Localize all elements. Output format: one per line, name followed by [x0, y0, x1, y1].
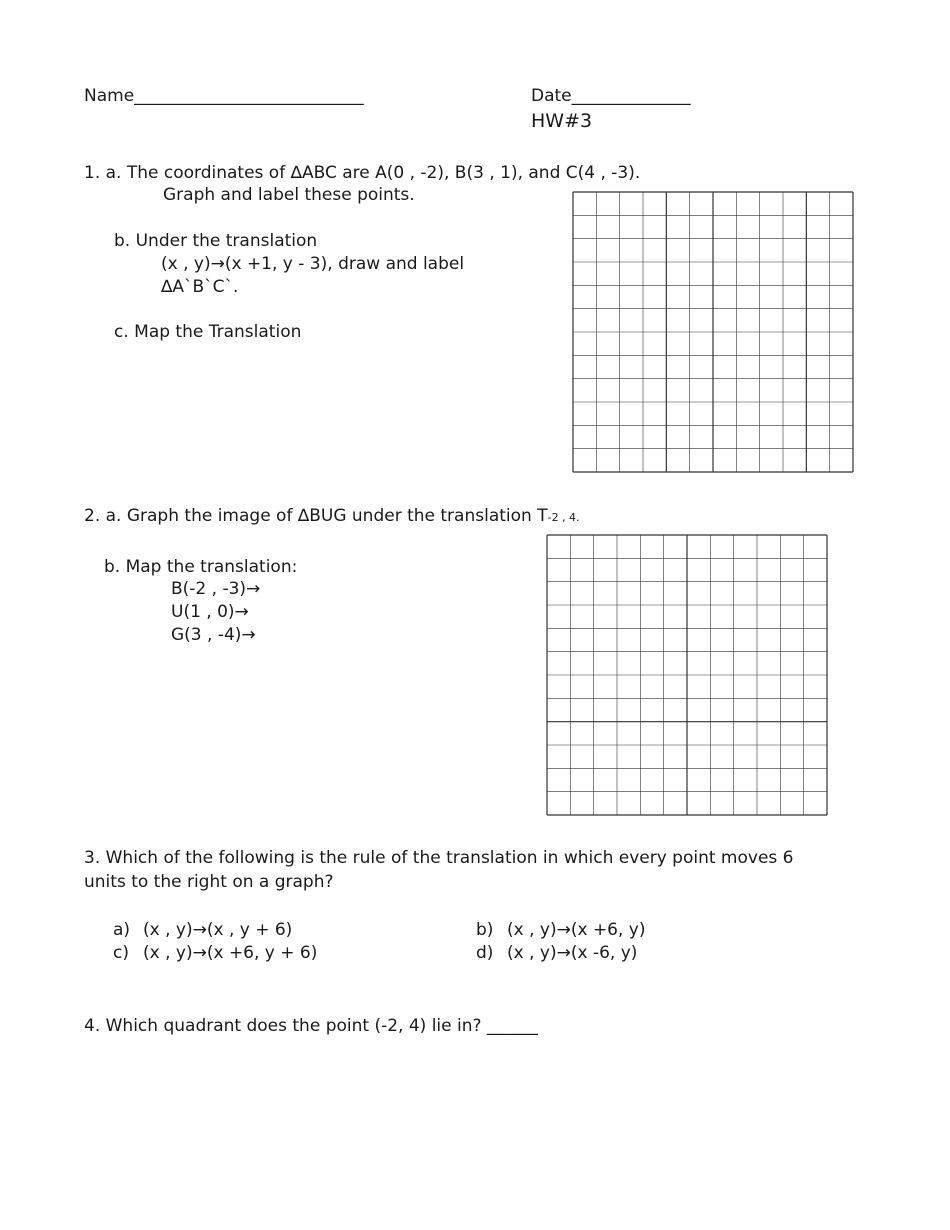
q3-option-b-text: (x , y)→(x +6, y) — [507, 920, 646, 940]
q4-question: 4. Which quadrant does the point (-2, 4) lie in? ______ — [84, 1016, 538, 1036]
q1a-instruction: Graph and label these points. — [163, 185, 415, 205]
q2b-mapping-g: G(3 , -4)→ — [171, 625, 256, 645]
q3-option-a-text: (x , y)→(x , y + 6) — [143, 920, 293, 940]
name-field-label: Name___________________________ — [84, 86, 364, 106]
q3-option-d-text: (x , y)→(x -6, y) — [507, 943, 638, 963]
q3-question-line2: units to the right on a graph? — [84, 872, 334, 892]
q2a-prompt — [84, 506, 580, 528]
q2b-mapping-u: U(1 , 0)→ — [171, 602, 249, 622]
homework-title: HW#3 — [531, 110, 593, 132]
q1c-prompt: c. Map the Translation — [114, 322, 302, 342]
q2a-translation-subscript: -2 , 4. — [547, 511, 580, 524]
q3-option-a-letter: a) — [113, 920, 131, 940]
date-field-label: Date______________ — [531, 86, 691, 106]
q3-question-line1: 3. Which of the following is the rule of the translation in which every point moves 6 — [84, 848, 794, 868]
q3-option-c-letter: c) — [113, 943, 129, 963]
q1-graph-grid — [572, 191, 854, 473]
q3-option-d-letter: d) — [476, 943, 494, 963]
q3-option-c-text: (x , y)→(x +6, y + 6) — [143, 943, 318, 963]
q1b-triangle-label: ∆A`B`C`. — [161, 277, 239, 297]
q2b-prompt: b. Map the translation: — [104, 557, 298, 577]
q2-graph-grid — [546, 534, 828, 816]
q3-option-b-letter: b) — [476, 920, 494, 940]
q1b-prompt: b. Under the translation — [114, 231, 318, 251]
q1a-prompt: 1. a. The coordinates of ∆ABC are A(0 , -2), B(3 , 1), and C(4 , -3). — [84, 163, 641, 183]
q2b-mapping-b: B(-2 , -3)→ — [171, 579, 261, 599]
q2a-prompt-text: 2. a. Graph the image of ∆BUG under the translation T — [84, 506, 548, 526]
q1b-rule: (x , y)→(x +1, y - 3), draw and label — [161, 254, 465, 274]
